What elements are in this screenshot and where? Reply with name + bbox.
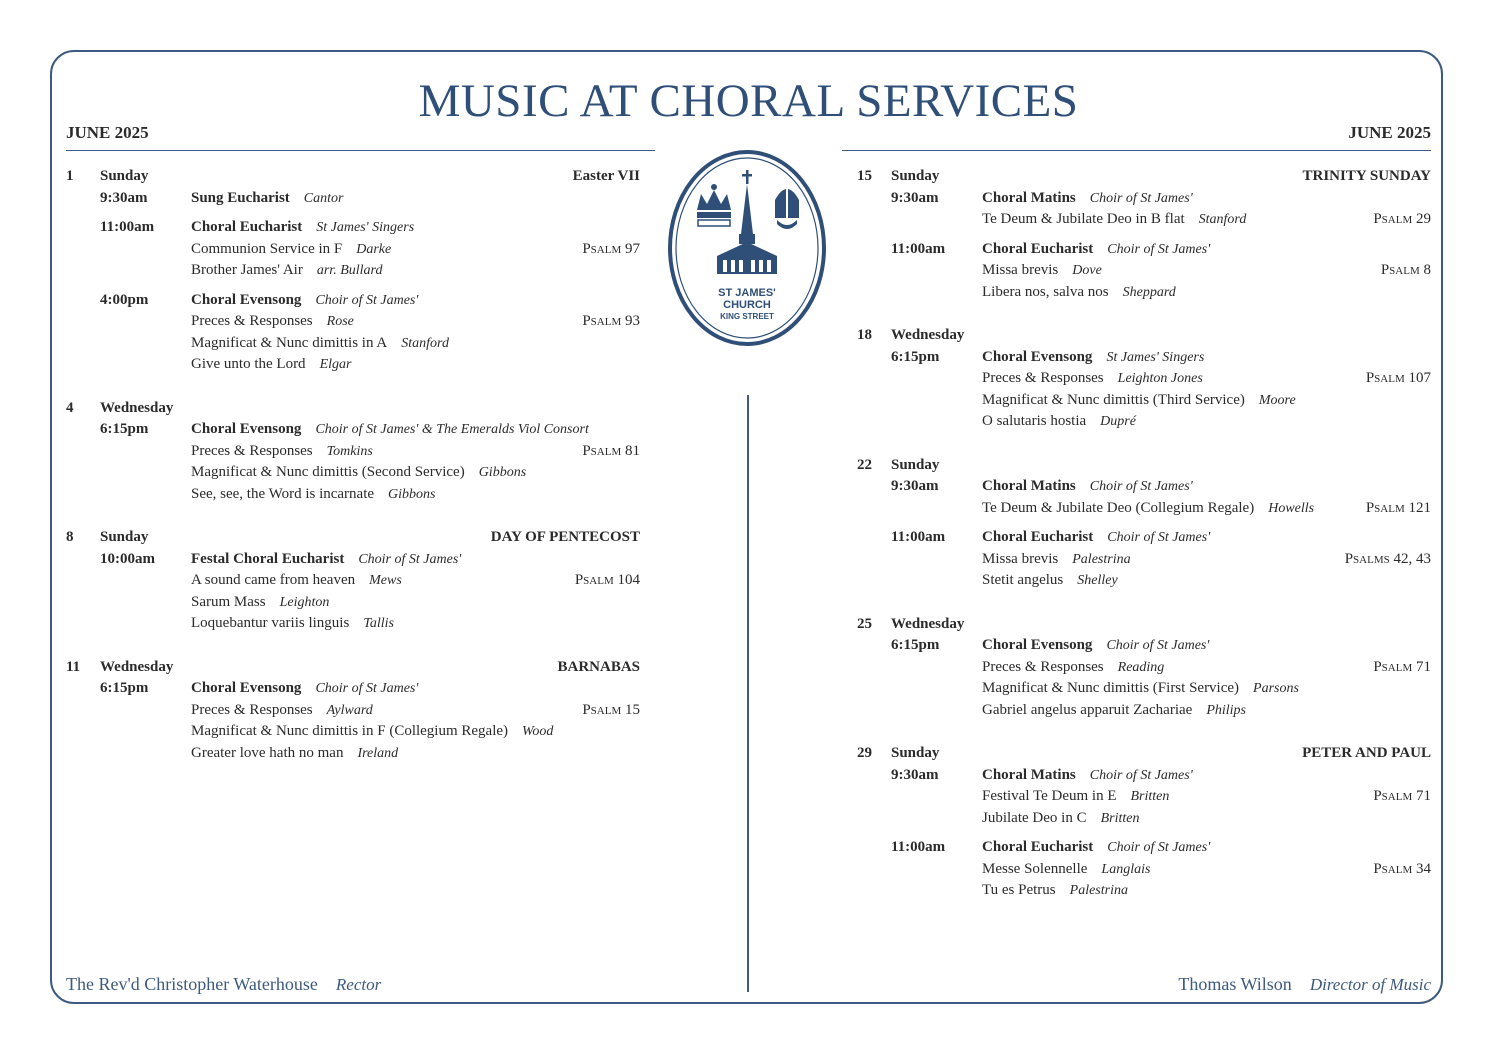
day-number: 22 — [857, 456, 872, 473]
day-number: 29 — [857, 745, 872, 761]
day-block — [857, 743, 1431, 902]
day-block — [66, 657, 640, 765]
composer: Dupré — [1100, 414, 1136, 429]
music-item — [191, 484, 640, 506]
day-number: 1 — [66, 168, 74, 184]
service-title — [982, 837, 1431, 859]
svg-text:ST JAMES': ST JAMES' — [718, 287, 776, 299]
day-header — [66, 657, 640, 679]
music-item — [191, 441, 640, 463]
service-row — [66, 549, 640, 635]
music-text — [191, 613, 640, 635]
service-body — [191, 217, 640, 282]
composer: Reading — [1117, 659, 1165, 675]
day-block — [857, 166, 1431, 303]
day-number: 11 — [66, 658, 81, 675]
service-row — [66, 290, 640, 376]
music-text — [982, 808, 1431, 830]
service-time: 11:00am — [891, 240, 946, 257]
service-title — [191, 290, 640, 312]
composer: Rose — [326, 314, 354, 329]
service-time: 6:15pm — [891, 637, 940, 653]
music-item — [982, 390, 1431, 412]
music-item — [191, 333, 640, 355]
day-number: 15 — [857, 168, 872, 184]
composer: Dove — [1072, 263, 1102, 278]
service-body — [191, 290, 640, 376]
piece-title: Preces & Responses — [191, 313, 313, 329]
service-time: 11:00am — [891, 839, 946, 855]
service-body — [191, 549, 640, 635]
composer: Philips — [1206, 702, 1246, 718]
service-name: Choral Eucharist — [982, 240, 1094, 257]
music-text — [191, 743, 640, 765]
day-name: Wednesday — [100, 658, 174, 675]
service-title-line — [982, 347, 1431, 369]
choir-name: St James' Singers — [1106, 349, 1205, 365]
day-header — [857, 325, 1431, 347]
choir-name: Choir of St James' — [1107, 840, 1211, 855]
psalm-number: Psalm 71 — [1373, 658, 1431, 675]
composer: Moore — [1258, 392, 1296, 408]
day-name: Sunday — [100, 529, 149, 545]
service-title — [982, 635, 1431, 657]
music-text — [191, 333, 640, 355]
music-text — [982, 570, 1431, 592]
service-title — [191, 188, 640, 210]
feast-name: BARNABAS — [557, 658, 640, 675]
month-right: JUNE 2025 — [1348, 123, 1431, 142]
service-name: Choral Eucharist — [982, 529, 1094, 545]
music-text — [982, 368, 1366, 390]
psalm-number: Psalm 8 — [1380, 262, 1431, 278]
service-row — [66, 217, 640, 282]
psalm-number: Psalm 34 — [1373, 860, 1431, 877]
piece-title: Stetit angelus — [982, 572, 1064, 588]
service-body — [191, 188, 640, 210]
schedule-right — [857, 166, 1431, 924]
music-text — [982, 859, 1373, 881]
service-name: Choral Matins — [982, 766, 1076, 783]
music-text — [982, 390, 1431, 412]
music-text — [982, 786, 1373, 808]
piece-title: See, see, the Word is incarnate — [191, 485, 375, 502]
music-item — [191, 462, 640, 484]
piece-title: Loquebantur variis linguis — [191, 615, 350, 631]
composer: Elgar — [319, 357, 352, 372]
service-title-line — [191, 549, 640, 571]
page-title: MUSIC AT CHORAL SERVICES — [418, 75, 1079, 127]
service-title — [982, 239, 1431, 261]
feast-name: DAY OF PENTECOST — [490, 529, 640, 545]
day-block — [857, 455, 1431, 592]
music-item — [982, 260, 1431, 282]
music-text — [191, 700, 582, 722]
music-item — [191, 613, 640, 635]
music-item — [982, 368, 1431, 390]
service-row — [857, 527, 1431, 592]
music-item — [982, 209, 1431, 231]
service-title — [191, 549, 640, 571]
service-row — [857, 239, 1431, 304]
day-header — [66, 527, 640, 549]
service-body — [982, 476, 1431, 519]
music-text — [191, 354, 640, 376]
day-name: Sunday — [891, 456, 940, 473]
footer-director — [1178, 974, 1431, 995]
piece-title: Tu es Petrus — [982, 882, 1056, 898]
service-title-line — [191, 419, 640, 441]
music-text — [982, 282, 1431, 304]
music-item — [982, 411, 1431, 433]
day-number: 8 — [66, 529, 74, 545]
music-text — [191, 441, 582, 463]
music-text — [191, 721, 640, 743]
piece-title: Jubilate Deo in C — [982, 809, 1087, 826]
service-title — [982, 527, 1431, 549]
day-name: Wednesday — [100, 399, 174, 416]
service-title-line — [982, 527, 1431, 549]
composer: Ireland — [357, 745, 399, 761]
service-body — [982, 239, 1431, 304]
piece-title: Brother James' Air — [191, 262, 303, 278]
music-item — [191, 743, 640, 765]
service-title — [191, 678, 640, 700]
composer: Aylward — [326, 702, 373, 718]
piece-title: Preces & Responses — [191, 442, 313, 459]
choir-name: Choir of St James' — [315, 681, 419, 696]
service-title-line — [982, 239, 1431, 261]
service-time: 6:15pm — [100, 421, 149, 437]
day-block — [857, 325, 1431, 433]
service-title — [191, 217, 640, 239]
music-item — [191, 354, 640, 376]
church-logo — [667, 148, 827, 348]
header-rule-right — [842, 150, 1431, 151]
service-time: 9:30am — [100, 189, 148, 206]
psalm-number: Psalm 121 — [1365, 499, 1431, 516]
day-header — [857, 166, 1431, 188]
music-text — [982, 411, 1431, 433]
music-item — [191, 570, 640, 592]
music-text — [982, 549, 1345, 571]
piece-title: Preces & Responses — [982, 658, 1104, 675]
service-name: Festal Choral Eucharist — [191, 550, 345, 567]
composer: Palestrina — [1069, 883, 1128, 898]
choir-name: Choir of St James' — [315, 292, 419, 308]
music-item — [982, 859, 1431, 881]
service-title-line — [191, 290, 640, 312]
music-text — [191, 239, 582, 261]
service-name: Choral Evensong — [191, 421, 302, 437]
psalm-number: Psalm 97 — [582, 240, 640, 257]
service-title-line — [191, 217, 640, 239]
service-title — [982, 476, 1431, 498]
piece-title: Magnificat & Nunc dimittis in A — [191, 334, 388, 351]
service-name: Choral Evensong — [982, 637, 1093, 653]
service-time: 9:30am — [891, 766, 939, 783]
month-left: JUNE 2025 — [66, 123, 149, 142]
service-time: 6:15pm — [891, 348, 940, 365]
composer: Mews — [369, 573, 402, 588]
composer: Leighton Jones — [1117, 371, 1203, 386]
header-rule-left — [66, 150, 655, 151]
piece-title: Te Deum & Jubilate Deo (Collegium Regale) — [982, 499, 1255, 516]
piece-title: Preces & Responses — [191, 701, 313, 718]
schedule-left — [66, 166, 640, 786]
director-name: Thomas Wilson — [1178, 974, 1292, 994]
service-body — [982, 527, 1431, 592]
composer: Britten — [1130, 789, 1170, 804]
choir-name: Choir of St James' — [1089, 767, 1193, 783]
day-block — [66, 527, 640, 635]
music-text — [982, 880, 1431, 902]
service-title — [191, 419, 640, 441]
day-header — [857, 614, 1431, 636]
music-item — [191, 700, 640, 722]
composer: Gibbons — [388, 486, 436, 502]
service-row — [857, 765, 1431, 830]
composer: Britten — [1100, 810, 1140, 826]
service-name: Choral Eucharist — [191, 219, 303, 235]
piece-title: Festival Te Deum in E — [982, 788, 1117, 804]
piece-title: Magnificat & Nunc dimittis in F (Collegium Regale) — [191, 723, 509, 739]
service-time: 10:00am — [100, 550, 155, 567]
music-item — [982, 678, 1431, 700]
service-body — [982, 347, 1431, 433]
music-text — [982, 498, 1366, 520]
music-item — [191, 239, 640, 261]
service-title — [982, 765, 1431, 787]
piece-title: Magnificat & Nunc dimittis (Second Service) — [191, 464, 465, 480]
day-number: 18 — [857, 327, 872, 343]
service-title — [982, 347, 1431, 369]
music-text — [982, 678, 1431, 700]
service-name: Choral Matins — [982, 478, 1076, 494]
piece-title: A sound came from heaven — [191, 572, 356, 588]
piece-title: Messe Solennelle — [982, 860, 1088, 877]
music-text — [982, 657, 1373, 679]
service-row — [857, 347, 1431, 433]
piece-title: O salutaris hostia — [982, 413, 1087, 429]
music-item — [982, 657, 1431, 679]
psalm-number: Psalm 93 — [582, 313, 640, 329]
choir-name: Choir of St James' — [1089, 479, 1193, 494]
psalm-number: Psalm 107 — [1365, 370, 1431, 386]
composer: Parsons — [1253, 681, 1299, 696]
svg-text:KING STREET: KING STREET — [720, 312, 774, 321]
psalm-number: Psalms 42, 43 — [1344, 550, 1431, 567]
service-title-line — [982, 188, 1431, 210]
piece-title: Preces & Responses — [982, 370, 1104, 386]
day-number: 4 — [66, 399, 74, 416]
music-text — [191, 462, 640, 484]
service-body — [191, 678, 640, 764]
footer-rector — [66, 974, 381, 995]
music-item — [191, 311, 640, 333]
service-time: 9:30am — [891, 478, 939, 494]
rector-name: The Rev'd Christopher Waterhouse — [66, 974, 318, 994]
psalm-number: Psalm 15 — [582, 701, 640, 718]
piece-title: Magnificat & Nunc dimittis (Third Service) — [982, 391, 1245, 408]
day-block — [66, 398, 640, 506]
service-name: Choral Evensong — [982, 348, 1093, 365]
music-item — [191, 260, 640, 282]
music-text — [191, 592, 640, 614]
service-body — [982, 765, 1431, 830]
day-block — [66, 166, 640, 376]
service-row — [66, 678, 640, 764]
piece-title: Give unto the Lord — [191, 356, 306, 372]
choir-name: Choir of St James' — [1106, 638, 1210, 653]
day-header — [66, 398, 640, 420]
service-row — [857, 188, 1431, 231]
composer: Wood — [522, 724, 554, 739]
composer: Darke — [356, 241, 392, 257]
day-number: 25 — [857, 615, 872, 632]
psalm-number: Psalm 81 — [582, 442, 640, 459]
service-title — [982, 188, 1431, 210]
svg-text:CHURCH: CHURCH — [723, 299, 771, 311]
music-item — [191, 721, 640, 743]
composer: Gibbons — [478, 465, 527, 480]
service-row — [857, 837, 1431, 902]
piece-title: Sarum Mass — [191, 593, 266, 610]
composer: Leighton — [279, 594, 330, 610]
service-time: 11:00am — [891, 529, 946, 545]
service-title-line — [982, 837, 1431, 859]
day-name: Sunday — [100, 168, 149, 184]
director-role: Director of Music — [1309, 975, 1431, 994]
music-text — [191, 311, 582, 333]
day-header — [66, 166, 640, 188]
choir-name: Choir of St James' & The Emeralds Viol Consort — [315, 422, 589, 437]
piece-title: Missa brevis — [982, 550, 1059, 567]
psalm-number: Psalm 104 — [574, 572, 640, 588]
service-name: Sung Eucharist — [191, 189, 290, 206]
service-time: 6:15pm — [100, 680, 149, 696]
music-item — [982, 880, 1431, 902]
service-time: 11:00am — [100, 219, 155, 235]
service-title-line — [982, 765, 1431, 787]
piece-title: Communion Service in F — [191, 240, 343, 257]
composer: Howells — [1268, 500, 1315, 516]
service-body — [191, 419, 640, 505]
service-row — [857, 635, 1431, 721]
composer: Langlais — [1101, 861, 1151, 877]
service-body — [982, 837, 1431, 902]
composer: Sheppard — [1122, 284, 1176, 300]
service-time: 9:30am — [891, 189, 939, 206]
piece-title: Te Deum & Jubilate Deo in B flat — [982, 211, 1185, 227]
composer: Stanford — [1198, 212, 1247, 227]
day-name: Sunday — [891, 168, 940, 184]
day-header — [857, 455, 1431, 477]
column-divider — [747, 395, 749, 992]
service-title-line — [191, 188, 640, 210]
music-text — [982, 260, 1381, 282]
choir-name: Choir of St James' — [1107, 530, 1211, 545]
music-item — [982, 808, 1431, 830]
music-text — [191, 260, 640, 282]
composer: Tomkins — [326, 443, 373, 459]
choir-name: Choir of St James' — [358, 551, 462, 567]
composer: Shelley — [1077, 573, 1118, 588]
service-name: Choral Evensong — [191, 680, 302, 696]
choir-name: St James' Singers — [316, 220, 415, 235]
service-row — [857, 476, 1431, 519]
composer: Palestrina — [1072, 551, 1131, 567]
service-title-line — [982, 476, 1431, 498]
choir-name: Choir of St James' — [1107, 241, 1211, 257]
composer: Tallis — [363, 616, 394, 631]
piece-title: Magnificat & Nunc dimittis (First Service) — [982, 680, 1240, 696]
piece-title: Missa brevis — [982, 262, 1059, 278]
music-text — [982, 209, 1373, 231]
music-item — [191, 592, 640, 614]
service-title-line — [191, 678, 640, 700]
piece-title: Gabriel angelus apparuit Zachariae — [982, 701, 1193, 718]
service-row — [66, 419, 640, 505]
composer: Stanford — [401, 335, 449, 351]
rector-role: Rector — [335, 975, 382, 994]
feast-name: PETER AND PAUL — [1302, 745, 1431, 761]
music-item — [982, 786, 1431, 808]
day-name: Sunday — [891, 745, 940, 761]
choir-name: Cantor — [303, 190, 344, 206]
music-item — [982, 549, 1431, 571]
service-title-line — [982, 635, 1431, 657]
service-name: Choral Evensong — [191, 291, 302, 308]
service-body — [982, 635, 1431, 721]
service-row — [66, 188, 640, 210]
music-item — [982, 570, 1431, 592]
day-name: Wednesday — [891, 615, 965, 632]
piece-title: Libera nos, salva nos — [982, 283, 1109, 300]
piece-title: Greater love hath no man — [191, 744, 344, 761]
day-block — [857, 614, 1431, 722]
psalm-number: Psalm 29 — [1373, 211, 1431, 227]
music-text — [982, 700, 1431, 722]
day-name: Wednesday — [891, 327, 965, 343]
music-text — [191, 484, 640, 506]
day-header — [857, 743, 1431, 765]
service-time: 4:00pm — [100, 291, 149, 308]
psalm-number: Psalm 71 — [1373, 788, 1431, 804]
service-name: Choral Matins — [982, 189, 1076, 206]
feast-name: TRINITY SUNDAY — [1302, 168, 1431, 184]
choir-name: Choir of St James' — [1089, 190, 1193, 206]
service-name: Choral Eucharist — [982, 839, 1094, 855]
service-body — [982, 188, 1431, 231]
music-item — [982, 700, 1431, 722]
music-item — [982, 282, 1431, 304]
feast-name: Easter VII — [572, 168, 640, 184]
music-item — [982, 498, 1431, 520]
composer: arr. Bullard — [316, 263, 383, 278]
music-text — [191, 570, 575, 592]
